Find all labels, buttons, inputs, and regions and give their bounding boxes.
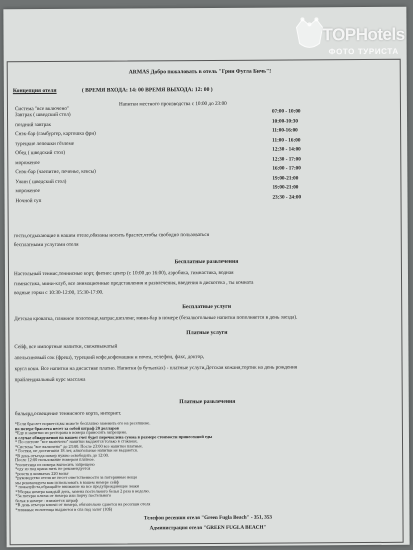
schedule-item-name: мороженое bbox=[15, 188, 40, 195]
free-entertainment-title: Бесплатные развлечения bbox=[174, 258, 239, 266]
schedule-item-time: 19:00-21:00 bbox=[272, 184, 299, 191]
schedule-item-time: 10:00-10:30 bbox=[272, 117, 299, 125]
paid-entertainment-line: бильярд,освещение теннисного корта, интернет. bbox=[14, 410, 122, 418]
logo-subtitle: ФОТО ТУРИСТА bbox=[328, 46, 399, 57]
schedule-item-time: 19:00-21:00 bbox=[272, 174, 299, 182]
bracelet-note-line: гости,отдыхающие в нашем отеле,обязаны носить браслет,чтобы свободно пользоваться bbox=[13, 231, 210, 240]
free-entertainment-line: водные горки с 10:30-12:00, 15:30-17:00. bbox=[14, 289, 104, 297]
checkin-times: ( ВРЕМЯ ВХОДА: 14: 00 ВРЕМЯ ВЫХОДА: 12: 00 ) bbox=[81, 86, 213, 94]
free-entertainment-line: Настольный теннис,теннисные корт, фитнес центр (с 10:00 до 16:00), аэробика, гимнастика, водная bbox=[13, 269, 234, 278]
schedule-item-time: 23:30 - 24:00 bbox=[272, 193, 302, 201]
rule-line: мы рекомендуем вам использовать в вашем номере сейф bbox=[15, 479, 119, 485]
schedule-item-name: Снэк-бар (чаепитие, печенье, кексы) bbox=[15, 168, 96, 176]
paid-services-line: прайлендиальный курс массажа bbox=[14, 376, 86, 384]
crown-logo-icon bbox=[292, 13, 326, 53]
rule-line: *В день отъезда ключи от номера, обязательно сдаются на ресепшн отеля bbox=[15, 501, 151, 508]
rule-line: *Уборка номера каждый день, замена постельного белья 2 раза в неделю. bbox=[15, 487, 150, 494]
paid-services-line: апельсиновый сок (фреш), турецкий кофе,кофемашин и почта, телефон, факс, доктор, bbox=[14, 354, 205, 362]
paid-services-line: Сейф, все импортные напитки, свежевыжатый bbox=[14, 343, 118, 351]
schedule-item-name: мороженое bbox=[15, 159, 40, 166]
system-label: Система "все включено" bbox=[14, 105, 70, 113]
rule-line: После 12:00 пользование номером платное. bbox=[15, 456, 95, 463]
concept-label: Концепция отеля bbox=[12, 87, 57, 95]
schedule-item-name: Завтрак ( шведский стол) bbox=[14, 111, 71, 119]
paid-services-line: кругл коки. Все напитки на дисастиве платно. Напитки (в бутылках) - платные услуги,Детская кожаня,тортик на день рождения bbox=[14, 364, 298, 373]
rule-line: *еду из под крана пить не рекомендуется bbox=[15, 465, 91, 472]
system-drinks: Напитки местного производства с 10:00 до 23:00 bbox=[118, 100, 227, 108]
administration-signature: Администрация отеля "GREEN FUGLA BEACH" bbox=[149, 524, 267, 532]
rule-line: *полотенца из номера выносить запрещено bbox=[15, 461, 95, 467]
rule-line: * пожалуйста,обращайте внимание на все предупреждающие знаки bbox=[15, 483, 140, 490]
rule-line: *розетк в комнатах 220 вольт bbox=[15, 470, 69, 476]
schedule-item-name: поздний завтрак bbox=[15, 121, 52, 128]
free-services-title: Бесплатные услуги bbox=[182, 303, 232, 311]
rule-line: *Если браслет порвется,вы можете бесплатно заменить его на ресепшене. bbox=[14, 420, 151, 427]
reception-phone: Телефон ресепшн отеля "Green Fugla Beach" - 351, 353 bbox=[143, 514, 273, 522]
welcome-line: ARMAS Добро пожаловать в отель "Грин Фугла Бичь"! bbox=[128, 68, 272, 76]
schedule-item-time: 07:00 - 10:00 bbox=[271, 108, 301, 115]
rule-line: по потере браслета несет за собой штраф 20 долларов bbox=[14, 425, 119, 431]
schedule-item-time: 11:00-16:00 bbox=[272, 127, 298, 134]
rule-line: *За потерю ключа от номера или порчу постельного bbox=[15, 492, 112, 499]
hotel-info-sheet bbox=[3, 7, 409, 547]
rule-line: *В день отъезда номер нужно освободить до 12:00. bbox=[15, 452, 109, 458]
rule-line: белья в номере - взимается штраф bbox=[15, 497, 78, 503]
schedule-item-name: Обед ( шведский стол) bbox=[15, 149, 66, 157]
rule-line: *Еду и напитки из ресторана в номера приносить запрещено. bbox=[14, 429, 128, 436]
paid-entertainment-title: Платные развлечения bbox=[179, 398, 236, 406]
schedule-item-name: Ужин ( шведский стол) bbox=[15, 178, 67, 185]
tophotels-watermark bbox=[292, 13, 405, 72]
schedule-item-time: 11:00 - 16:00 bbox=[272, 136, 301, 144]
rule-line: * Гостям, не достигшим 18 лет, алкогольные напитки не выдаются. bbox=[15, 447, 138, 454]
rule-line: *Система "все включено" до 23:00. После 23:00 все напитки платные. bbox=[15, 442, 143, 449]
schedule-item-name: Снэк-бар (гамбургер, картошка фри) bbox=[15, 130, 96, 138]
paid-services-title: Платные услуги bbox=[186, 329, 228, 337]
rule-line: *пляжные полотенца выдаются в спа под залог (10$) bbox=[15, 506, 113, 512]
free-entertainment-line: гимнастика, мини-клуб, все анимационные представления и развлечения, введения в дискотека , ты комната bbox=[14, 279, 254, 287]
free-services-line: Детская кроватка, пляжное полотенце,матрас,шезлонг, мини-бар в номере (безалкогольные напитки пополняется в день заезда). bbox=[14, 314, 298, 323]
bracelet-note-line: бесплатными услугами отеля bbox=[13, 241, 79, 249]
rule-line: * По системе "все включено" напитки выдаются только в стаканах. bbox=[14, 438, 138, 445]
schedule-item-time: 16:00 - 17:00 bbox=[272, 165, 301, 172]
schedule-item-name: турецкие лепешки гёзлеме bbox=[15, 140, 75, 147]
rule-line: в случае обнаружения на вашем счет будет перечислена сумма в размере стоимости принесенной еды bbox=[14, 433, 213, 440]
schedule-item-time: 12:30 - 14:00 bbox=[272, 146, 301, 153]
rule-line: *руководство отеля не несет ответственности за потерянные вещи bbox=[15, 474, 137, 481]
logo-text: TOPHotels bbox=[322, 24, 405, 45]
schedule-item-name: Ночной суп bbox=[15, 197, 42, 204]
schedule-item-time: 12:30 - 17:00 bbox=[272, 155, 301, 163]
